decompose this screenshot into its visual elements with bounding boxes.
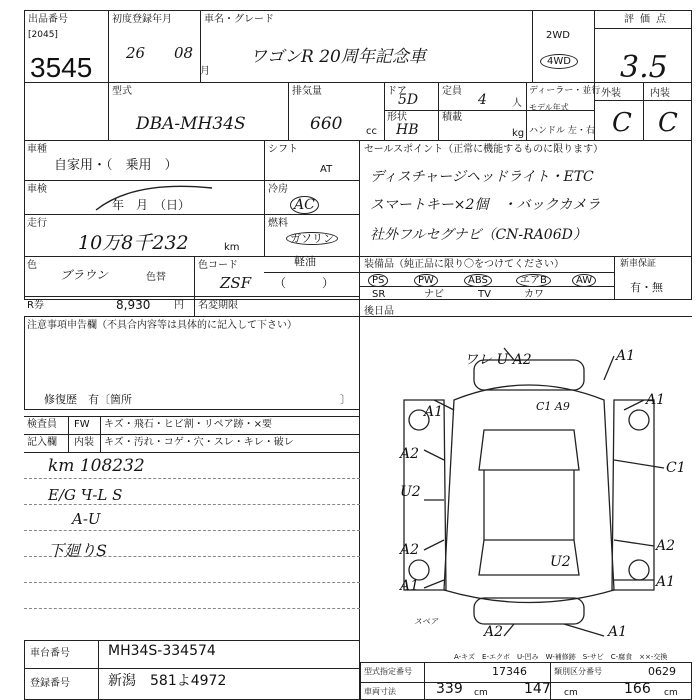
inspector-label-2: 記入欄 xyxy=(27,437,57,448)
handle-label: ハンドル 左・右 xyxy=(529,126,595,136)
type-no-value: 17346 xyxy=(492,665,527,678)
type-label: 型式 xyxy=(112,86,132,97)
damage-legend: A-キズ E-エクボ U-凹み W-補修跡 S-サビ C-腐食 ××-交換 xyxy=(454,653,668,661)
equipment-title: 装備品（純正品に限り〇をつけてください） xyxy=(364,259,564,270)
diagram-mark-12: A1 xyxy=(400,578,420,594)
diagram-mark-9: A2 xyxy=(400,542,420,558)
fw-head: FW xyxy=(74,419,90,430)
exterior-grade: C xyxy=(612,108,632,138)
use-value: 自家用・（ 乗用 ） xyxy=(54,158,178,173)
registration-label: 初度登録年月 xyxy=(112,14,172,25)
mileage-unit: km xyxy=(224,242,240,253)
dim-width: 147 xyxy=(524,681,551,697)
color-change-label: 色替 xyxy=(146,272,166,283)
sales-point-2: スマートキー×2個 ・バックカメラ xyxy=(370,197,601,213)
sales-point-1: ディスチャージヘッドライト・ETC xyxy=(370,169,594,185)
fuel-label: 燃料 xyxy=(268,218,288,229)
color-code-value: ZSF xyxy=(220,274,252,292)
model-label: 車名・グレード xyxy=(204,14,274,25)
load-label: 積載 xyxy=(442,112,462,123)
equip-abs: ABS xyxy=(464,274,492,287)
fw-row: キズ・飛石・ヒビ割・リペア跡・×要 xyxy=(104,419,272,430)
recycle-unit: 円 xyxy=(174,300,184,311)
diagram-mark-13: A1 xyxy=(656,574,676,590)
later-items-label: 後日品 xyxy=(364,306,394,317)
equip-ps: PS xyxy=(368,274,388,287)
lot-number: 3545 xyxy=(30,52,93,83)
fuel-gas: ガソリン xyxy=(286,232,338,245)
model-name: ワゴンR 20周年記念車 xyxy=(250,47,426,67)
mileage-label: 走行 xyxy=(27,218,47,229)
type-no-label: 型式指定番号 xyxy=(364,667,412,676)
chassis-value: MH34S-334574 xyxy=(108,643,216,659)
lot-label: 出品番号 xyxy=(28,14,68,25)
damage-diagram xyxy=(364,340,694,640)
exterior-label: 外装 xyxy=(601,88,621,99)
repair-label: 修復歴 有〔箇所 xyxy=(44,393,132,406)
diagram-mark-7: C1 xyxy=(666,460,686,476)
diagram-mark-4: A1 xyxy=(424,404,444,420)
equip-tv: TV xyxy=(478,289,491,300)
dim-length-unit: cm xyxy=(474,688,488,698)
inspector-line-2: E/G Ч-L S xyxy=(48,486,123,504)
registration-year: 26 xyxy=(126,44,146,62)
repair-close: 〕 xyxy=(340,393,351,406)
class-no-value: 0629 xyxy=(648,665,676,678)
shape-label: 形状 xyxy=(387,112,407,123)
dim-height: 166 xyxy=(624,681,651,697)
equip-pw: PW xyxy=(414,274,438,287)
use-label: 車種 xyxy=(27,144,47,155)
displacement-unit: cc xyxy=(366,126,377,137)
shape-value: HB xyxy=(396,122,419,138)
interior-head: 内装 xyxy=(74,437,94,448)
capacity-value: 4 xyxy=(478,92,487,108)
new-car-label: 新車保証 xyxy=(620,259,657,269)
inspection-label: 車検 xyxy=(27,184,47,195)
dim-height-unit: cm xyxy=(664,688,678,698)
capacity-label: 定員 xyxy=(442,86,462,97)
interior-grade: C xyxy=(658,108,678,138)
score-value: 3.5 xyxy=(620,50,668,85)
diagram-mark-14: A2 xyxy=(484,624,504,640)
equip-navi: ナビ xyxy=(424,289,444,300)
recycle-label: R券 xyxy=(27,300,44,311)
shift-value: AT xyxy=(320,164,333,175)
color-label: 色 xyxy=(27,260,37,271)
fuel-paren: （ ） xyxy=(274,276,335,290)
ac-value: AC xyxy=(290,196,319,214)
recycle-value: 8,930 xyxy=(116,298,151,312)
dims-label: 車両寸法 xyxy=(364,687,396,696)
fuel-diesel: 軽油 xyxy=(294,255,316,268)
type-value: DBA-MH34S xyxy=(136,114,246,134)
inspector-line-1: km 108232 xyxy=(48,456,145,476)
capacity-unit: 人 xyxy=(512,98,522,109)
inspector-line-4: 下廻りS xyxy=(48,541,107,560)
model-year-label: モデル年式 xyxy=(529,103,569,112)
inspection-strike xyxy=(94,184,214,214)
registration-month: 08 xyxy=(174,44,194,62)
inspector-line-3: A-U xyxy=(72,510,101,528)
diagram-mark-15: A1 xyxy=(608,624,628,640)
dim-width-unit: cm xyxy=(564,688,578,698)
plate-label: 登録番号 xyxy=(30,678,70,689)
door-value: 5D xyxy=(398,92,419,108)
notes-title: 注意事項申告欄（不具合内容等は具体的に記入して下さい） xyxy=(27,320,297,331)
score-label: 評価点 xyxy=(624,14,672,25)
drive-4wd: 4WD xyxy=(540,54,578,69)
displacement-label: 排気量 xyxy=(292,86,322,97)
equip-airbag: エアB xyxy=(516,274,551,287)
diagram-mark-5: A1 xyxy=(646,392,666,408)
sales-point-3: 社外フルセグナビ（CN-RA06D） xyxy=(370,227,587,243)
inspector-label: 検査員 xyxy=(27,419,57,430)
chassis-label: 車台番号 xyxy=(30,648,70,659)
load-unit: kg xyxy=(512,128,525,139)
diagram-mark-8: U2 xyxy=(400,484,421,500)
door-label: ドア xyxy=(387,86,407,97)
equip-leather: カワ xyxy=(524,289,544,300)
diagram-mark-16: スペア xyxy=(414,617,438,626)
inspection-value: 年 月 （日） xyxy=(112,198,191,212)
equip-aw: AW xyxy=(572,274,596,287)
dealer-label: ディーラー・並行 xyxy=(529,86,601,96)
auction-sheet xyxy=(24,0,700,700)
mileage-value: 10万8千232 xyxy=(78,232,189,254)
diagram-mark-6: A2 xyxy=(400,446,420,462)
equip-sr: SR xyxy=(372,289,386,300)
registration-month-unit: 月 xyxy=(200,66,210,77)
plate-value: 新潟 581よ4972 xyxy=(108,673,227,689)
dim-length: 339 xyxy=(436,681,463,697)
shift-label: シフト xyxy=(268,144,298,155)
diagram-mark-11: U2 xyxy=(550,554,571,570)
interior-label: 内装 xyxy=(650,88,670,99)
color-code-label: 色コード xyxy=(198,260,238,271)
drive-2wd: 2WD xyxy=(546,30,570,41)
name-change-label: 名変期限 xyxy=(198,300,238,311)
ac-label: 冷房 xyxy=(268,184,288,195)
diagram-mark-1: ワレ U A2 xyxy=(464,352,532,368)
interior-row: キズ・汚れ・コゲ・穴・スレ・キレ・破レ xyxy=(104,437,294,448)
diagram-mark-2: A1 xyxy=(616,348,636,364)
displacement-value: 660 xyxy=(310,114,343,134)
lot-small: [2045] xyxy=(28,30,58,40)
diagram-mark-3: C1 A9 xyxy=(536,400,570,413)
sales-title: セールスポイント（正常に機能するものに限ります） xyxy=(364,144,604,155)
diagram-mark-10: A2 xyxy=(656,538,676,554)
new-car-value: 有・無 xyxy=(630,281,663,294)
class-no-label: 類別区分番号 xyxy=(554,667,602,676)
color-value: ブラウン xyxy=(60,268,109,282)
